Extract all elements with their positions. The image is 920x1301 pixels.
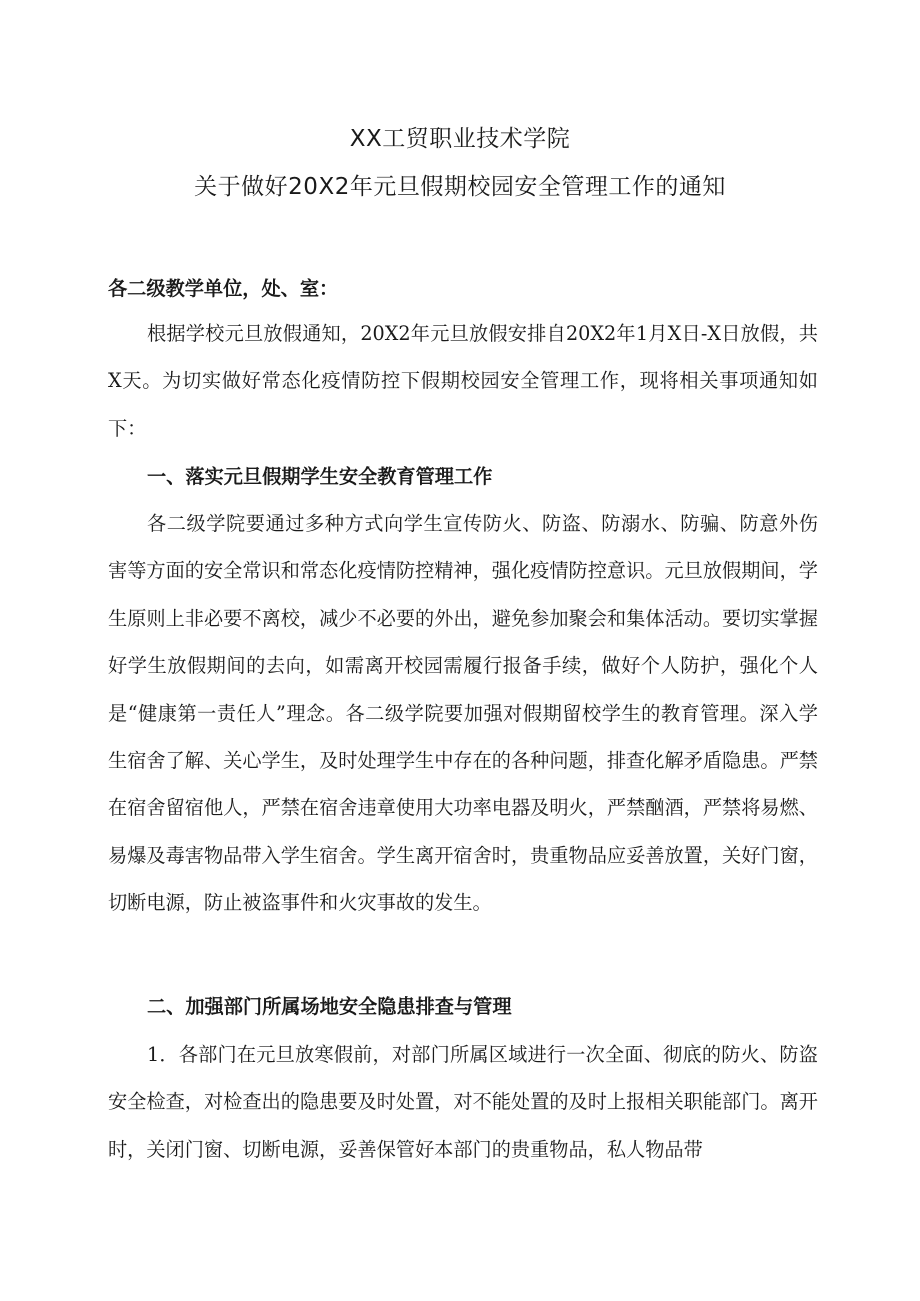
document-title-line1: XX工贸职业技术学院	[349, 126, 571, 152]
section2-heading: 二、加强部门所属场地安全隐患排查与管理	[147, 995, 512, 1018]
document-title-line2: 关于做好20X2年元旦假期校园安全管理工作的通知	[194, 174, 726, 200]
section1-heading: 一、落实元旦假期学生安全教育管理工作	[147, 465, 493, 488]
section2-item1-paragraph: 1．各部门在元旦放寒假前，对部门所属区域进行一次全面、彻底的防火、防盗安全检查，对检查出的隐患要及时处置，对不能处置的及时上报相关职能部门。离开时，关闭门窗、切断电源，妥善保管好本部门的贵重物品，私人物品带	[108, 1043, 818, 1161]
section1-paragraph: 各二级学院要通过多种方式向学生宣传防火、防盗、防溺水、防骗、防意外伤害等方面的安全常识和常态化疫情防控精神，强化疫情防控意识。元旦放假期间，学生原则上非必要不离校，减少不必要的外出，避免参加聚会和集体活动。要切实掌握好学生放假期间的去向，如需离开校园需履行报备手续，做好个人防护，强化个人是“健康第一责任人”理念。各二级学院要加强对假期留校学生的教育管理。深入学生宿舍了解、关心学生，及时处理学生中存在的各种问题，排查化解矛盾隐患。严禁在宿舍留宿他人，严禁在宿舍违章使用大功率电器及明火，严禁酗酒，严禁将易燃、易爆及毒害物品带入学生宿舍。学生离开宿舍时，贵重物品应妥善放置，关好门窗，切断电源，防止被盗事件和火灾事故的发生。	[108, 512, 818, 915]
intro-paragraph: 根据学校元旦放假通知，20X2年元旦放假安排自20X2年1月X日-X日放假，共X天。为切实做好常态化疫情防控下假期校园安全管理工作，现将相关事项通知如下：	[108, 322, 818, 440]
salutation: 各二级教学单位，处、室：	[108, 277, 339, 300]
